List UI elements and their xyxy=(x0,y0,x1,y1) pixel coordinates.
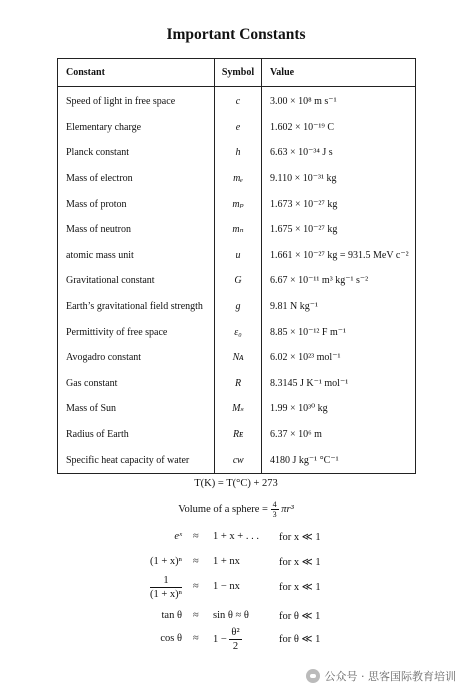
table-row xyxy=(58,371,416,397)
approx-rhs-3: 1 − nx xyxy=(213,581,240,592)
wechat-icon xyxy=(306,669,320,683)
constant-name: Permittivity of free space xyxy=(58,319,215,345)
table-row xyxy=(58,217,416,243)
constant-value: 1.99 × 10³⁰ kg xyxy=(262,396,416,422)
constant-symbol: u xyxy=(215,243,262,269)
table-row xyxy=(58,447,416,473)
constant-value: 1.602 × 10⁻¹⁹ C xyxy=(262,115,416,141)
constant-name: Mass of neutron xyxy=(58,217,215,243)
constant-name: Mass of Sun xyxy=(58,396,215,422)
watermark-text: 公众号 · 思客国际教育培训 xyxy=(324,670,456,683)
constant-symbol: h xyxy=(215,140,262,166)
constant-value: 6.37 × 10⁶ m xyxy=(262,422,416,448)
approx-sym-1: ≈ xyxy=(193,531,199,542)
approx-lhs-4: tan θ xyxy=(161,610,182,621)
constant-symbol: R xyxy=(215,371,262,397)
sphere-volume-label: Volume of a sphere = xyxy=(178,503,268,515)
approx-lhs-5: cos θ xyxy=(160,633,182,644)
table-row xyxy=(58,191,416,217)
table-row xyxy=(58,268,416,294)
header-value: Value xyxy=(262,59,416,87)
approx-cond-5: for θ ≪ 1 xyxy=(279,634,321,645)
constant-symbol: mₙ xyxy=(215,217,262,243)
constant-symbol: Nᴀ xyxy=(215,345,262,371)
table-row xyxy=(58,294,416,320)
constant-name: Speed of light in free space xyxy=(58,87,215,115)
header-constant: Constant xyxy=(58,59,215,87)
table-row xyxy=(58,345,416,371)
approx-cond-1: for x ≪ 1 xyxy=(279,532,321,543)
constant-name: Radius of Earth xyxy=(58,422,215,448)
constant-value: 6.02 × 10²³ mol⁻¹ xyxy=(262,345,416,371)
constant-symbol: g xyxy=(215,294,262,320)
sphere-volume-fraction: $\frac{4}{3}$ xyxy=(272,500,277,519)
constant-value: 9.81 N kg⁻¹ xyxy=(262,294,416,320)
constant-name: Gravitational constant xyxy=(58,268,215,294)
constant-symbol: Rᴇ xyxy=(215,422,262,448)
approx-lhs-1: eˣ xyxy=(174,531,182,542)
constant-name: Elementary charge xyxy=(58,115,215,141)
sphere-volume-tail: πr³ xyxy=(281,503,294,515)
sphere-volume-formula xyxy=(0,500,472,519)
table-row xyxy=(58,115,416,141)
table-row xyxy=(58,140,416,166)
constant-value: 9.110 × 10⁻³¹ kg xyxy=(262,166,416,192)
approx-rhs-2: 1 + nx xyxy=(213,556,240,567)
constant-name: Planck constant xyxy=(58,140,215,166)
constant-symbol: mₚ xyxy=(215,191,262,217)
constant-symbol: G xyxy=(215,268,262,294)
constant-symbol: ε₀ xyxy=(215,319,262,345)
page-title: Important Constants xyxy=(166,26,306,43)
constant-value: 4180 J kg⁻¹ °C⁻¹ xyxy=(262,447,416,473)
constant-symbol: mₑ xyxy=(215,166,262,192)
table-row xyxy=(58,422,416,448)
constants-table xyxy=(57,58,416,474)
constant-value: 3.00 × 10⁸ m s⁻¹ xyxy=(262,87,416,115)
approx-sym-5: ≈ xyxy=(193,633,199,644)
approx-sym-3: ≈ xyxy=(193,581,199,592)
table-row xyxy=(58,166,416,192)
constant-value: 8.3145 J K⁻¹ mol⁻¹ xyxy=(262,371,416,397)
header-symbol: Symbol xyxy=(215,59,262,87)
table-row xyxy=(58,243,416,269)
constant-value: 1.661 × 10⁻²⁷ kg = 931.5 MeV c⁻² xyxy=(262,243,416,269)
approx-rhs-1: 1 + x + . . . xyxy=(213,531,259,542)
constant-name: Mass of electron xyxy=(58,166,215,192)
constant-value: 1.673 × 10⁻²⁷ kg xyxy=(262,191,416,217)
constant-symbol: cᴡ xyxy=(215,447,262,473)
constant-name: Gas constant xyxy=(58,371,215,397)
approx-cond-3: for x ≪ 1 xyxy=(279,582,321,593)
watermark xyxy=(306,668,457,684)
approx-lhs-2: (1 + x)ⁿ xyxy=(150,556,182,567)
constant-name: Mass of proton xyxy=(58,191,215,217)
constant-symbol: c xyxy=(215,87,262,115)
constant-name: atomic mass unit xyxy=(58,243,215,269)
approx-rhs-4: sin θ ≈ θ xyxy=(213,610,249,621)
approx-cond-2: for x ≪ 1 xyxy=(279,557,321,568)
table-row xyxy=(58,87,416,115)
temperature-formula: T(K) = T(°C) + 273 xyxy=(194,478,278,489)
table-row xyxy=(58,396,416,422)
approx-lhs-3: $\frac{1}{\text{(1 + x)ⁿ}}$ xyxy=(150,575,182,600)
approx-sym-4: ≈ xyxy=(193,610,199,621)
approx-sym-2: ≈ xyxy=(193,556,199,567)
constant-name: Earth’s gravitational field strength xyxy=(58,294,215,320)
table-row xyxy=(58,319,416,345)
approx-cond-4: for θ ≪ 1 xyxy=(279,611,321,622)
approx-rhs-5: 1 − $\frac{\text{θ²}}{2}$ xyxy=(213,627,240,652)
constant-value: 6.63 × 10⁻³⁴ J s xyxy=(262,140,416,166)
constant-symbol: e xyxy=(215,115,262,141)
constant-value: 6.67 × 10⁻¹¹ m³ kg⁻¹ s⁻² xyxy=(262,268,416,294)
table-header-row xyxy=(58,59,416,87)
constant-symbol: Mₛ xyxy=(215,396,262,422)
constant-value: 1.675 × 10⁻²⁷ kg xyxy=(262,217,416,243)
constant-name: Specific heat capacity of water xyxy=(58,447,215,473)
constant-value: 8.85 × 10⁻¹² F m⁻¹ xyxy=(262,319,416,345)
constant-name: Avogadro constant xyxy=(58,345,215,371)
